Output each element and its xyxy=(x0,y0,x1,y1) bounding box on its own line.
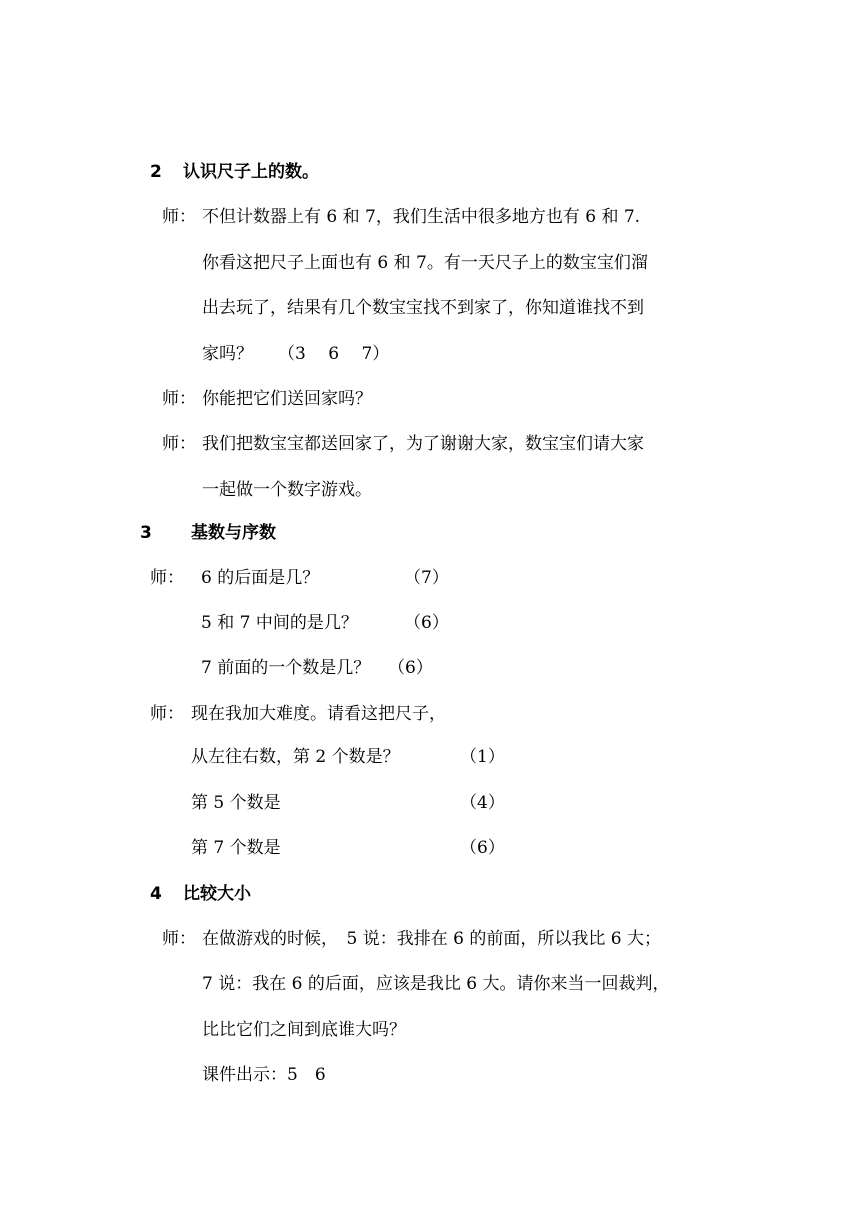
speaker-label: 师： xyxy=(162,389,196,409)
speaker-label: 师： xyxy=(162,434,196,454)
paragraph-line: 一起做一个数字游戏。 xyxy=(202,480,372,500)
answer-text: （4） xyxy=(460,793,505,813)
speaker-label: 师： xyxy=(150,704,184,724)
section-3-heading: 基数与序数 xyxy=(191,523,276,543)
paragraph-line: 现在我加大难度。请看这把尺子， xyxy=(191,704,446,724)
paragraph-line: 你看这把尺子上面也有 6 和 7。有一天尺子上的数宝宝们溜 xyxy=(202,253,648,273)
answer-text: （3 6 7） xyxy=(278,344,390,364)
section-4-number: 4 xyxy=(150,884,162,904)
paragraph-line: 家吗？ xyxy=(202,344,253,364)
paragraph-line: 出去玩了，结果有几个数宝宝找不到家了，你知道谁找不到 xyxy=(202,298,644,318)
paragraph-line: 7 说：我在 6 的后面，应该是我比 6 大。请你来当一回裁判， xyxy=(202,974,670,994)
question-text: 5 和 7 中间的是几？ xyxy=(201,613,358,633)
speaker-label: 师： xyxy=(150,568,184,588)
paragraph-line: 我们把数宝宝都送回家了，为了谢谢大家，数宝宝们请大家 xyxy=(202,434,644,454)
section-2-number: 2 xyxy=(150,162,162,182)
question-text: 7 前面的一个数是几？ xyxy=(201,658,371,678)
speaker-label: 师： xyxy=(162,207,196,227)
answer-text: （1） xyxy=(460,747,505,767)
question-text: 第 5 个数是 xyxy=(191,793,281,813)
paragraph-line: 在做游戏的时候， 5 说：我排在 6 的前面，所以我比 6 大； xyxy=(202,929,661,949)
paragraph-line: 你能把它们送回家吗？ xyxy=(202,389,372,409)
answer-text: （6） xyxy=(460,838,505,858)
section-4-heading: 比较大小 xyxy=(183,884,251,904)
paragraph-line: 比比它们之间到底谁大吗？ xyxy=(202,1020,406,1040)
speaker-label: 师： xyxy=(162,929,196,949)
section-2-heading: 认识尺子上的数。 xyxy=(183,162,319,182)
question-text: 从左往右数，第 2 个数是？ xyxy=(191,747,400,767)
paragraph-line: 课件出示：5 6 xyxy=(202,1065,326,1085)
answer-text: （7） xyxy=(404,568,449,588)
question-text: 第 7 个数是 xyxy=(191,838,281,858)
section-3-number: 3 xyxy=(140,523,152,543)
paragraph-line: 不但计数器上有 6 和 7，我们生活中很多地方也有 6 和 7. xyxy=(202,207,641,227)
answer-text: （6） xyxy=(388,658,433,678)
question-text: 6 的后面是几？ xyxy=(201,568,320,588)
answer-text: （6） xyxy=(404,613,449,633)
